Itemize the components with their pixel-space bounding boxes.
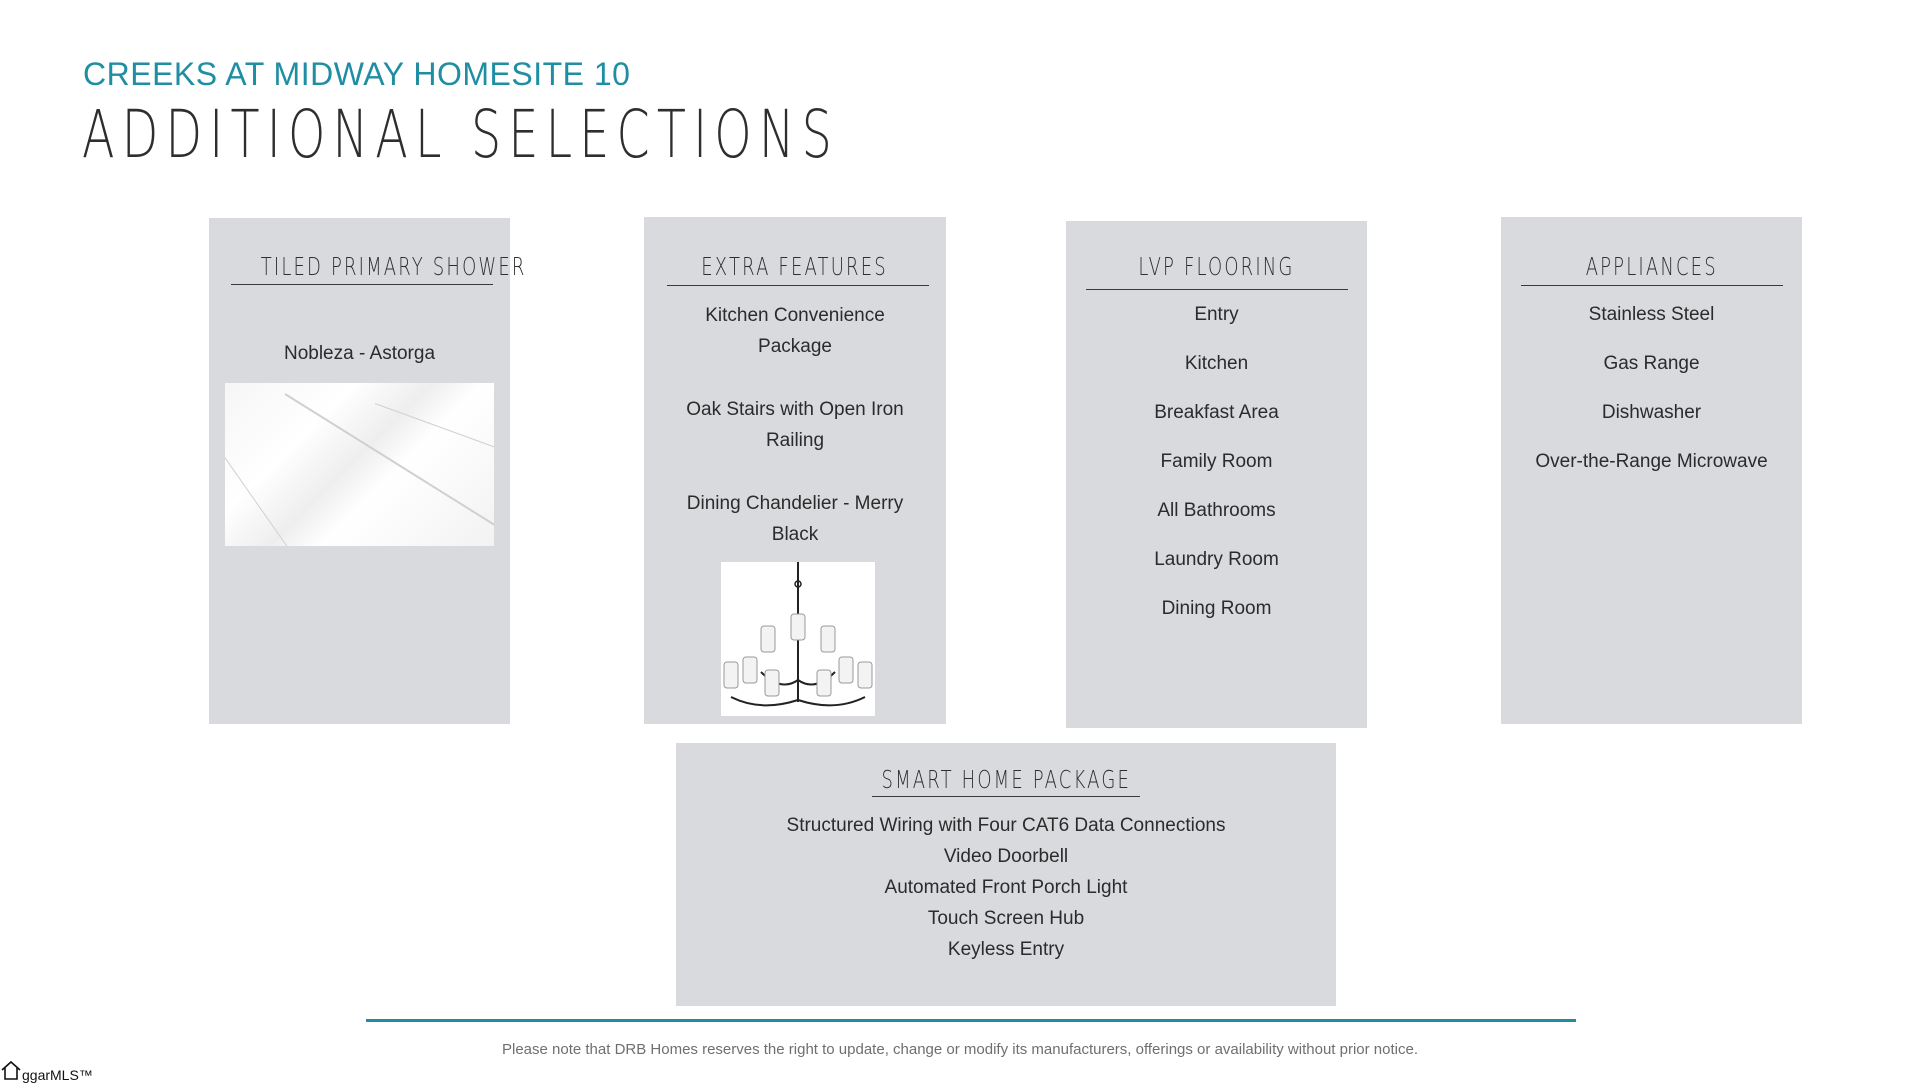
list-item: Keyless Entry — [947, 939, 1065, 960]
list-item: Dining Room — [1161, 598, 1272, 619]
list-item: Kitchen Convenience — [705, 305, 885, 326]
list-item: Breakfast Area — [1154, 402, 1279, 423]
title-divider — [1521, 285, 1783, 286]
list-item: Family Room — [1160, 451, 1273, 472]
list-item: Over-the-Range Microwave — [1535, 451, 1768, 472]
list-item: Oak Stairs with Open Iron — [686, 399, 904, 420]
page-title: ADDITIONAL SELECTIONS — [82, 96, 840, 173]
card-extra-features — [644, 217, 946, 724]
footer-divider — [366, 1019, 1576, 1022]
page-subtitle: CREEKS AT MIDWAY HOMESITE 10 — [83, 56, 631, 92]
card-title: LVP FLOORING — [1138, 252, 1295, 281]
list-item: Video Doorbell — [943, 846, 1069, 867]
list-item: Railing — [765, 430, 825, 451]
list-item: Stainless Steel — [1588, 304, 1715, 325]
logo-text: ggarMLS™ — [22, 1067, 93, 1083]
list-item: All Bathrooms — [1157, 500, 1276, 521]
card-title: APPLIANCES — [1585, 252, 1718, 281]
list-item: Nobleza - Astorga — [283, 343, 436, 364]
title-divider — [872, 796, 1140, 797]
disclaimer-text: Please note that DRB Homes reserves the right to update, change or modify its manufacturers, offerings or availability without prior notice. — [501, 1041, 1418, 1058]
list-item: Gas Range — [1603, 353, 1700, 374]
card-smart-home-package — [676, 743, 1336, 1006]
list-item: Dining Chandelier - Merry — [686, 493, 904, 514]
chandelier-image — [721, 562, 875, 716]
list-item: Package — [758, 336, 832, 357]
list-item: Black — [771, 524, 819, 545]
list-item: Entry — [1194, 304, 1239, 325]
title-divider — [667, 285, 929, 286]
list-item: Automated Front Porch Light — [884, 877, 1128, 898]
list-item: Touch Screen Hub — [927, 908, 1085, 929]
card-title: EXTRA FEATURES — [701, 252, 889, 281]
title-divider — [231, 284, 493, 285]
card-title: SMART HOME PACKAGE — [881, 765, 1131, 794]
list-item: Laundry Room — [1154, 549, 1279, 570]
list-item: Structured Wiring with Four CAT6 Data Connections — [786, 815, 1226, 836]
card-tiled-primary-shower — [209, 218, 527, 724]
card-appliances — [1501, 217, 1802, 724]
list-item: Dishwasher — [1601, 402, 1702, 423]
card-title: TILED PRIMARY SHOWER — [260, 252, 527, 281]
title-divider — [1086, 289, 1348, 290]
tile-swatch-image — [225, 383, 494, 546]
list-item: Kitchen — [1184, 353, 1249, 374]
card-lvp-flooring — [1066, 221, 1367, 728]
